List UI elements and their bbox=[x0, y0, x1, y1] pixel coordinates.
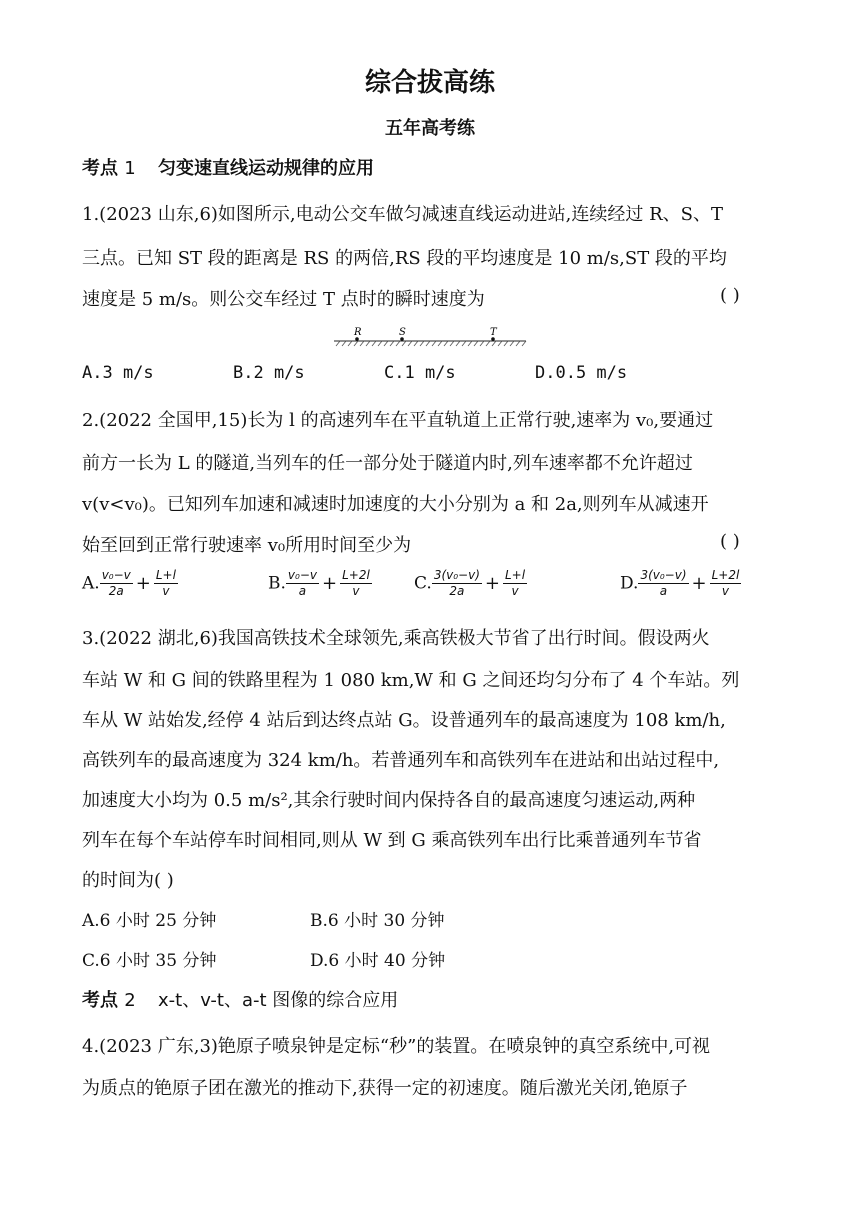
q2-line-4: 始至回到正常行驶速率 v₀所用时间至少为 bbox=[82, 535, 412, 556]
q3-line-6: 列车在每个车站停车时间相同,则从 W 到 G 乘高铁列车出行比乘普通列车节省 bbox=[82, 830, 702, 851]
option-label: D. bbox=[620, 573, 639, 594]
q1-road-figure bbox=[330, 324, 530, 348]
fraction bbox=[100, 568, 133, 599]
numerator: L+l bbox=[155, 568, 176, 582]
section-heading-2 bbox=[82, 986, 398, 1012]
section-label: 考点 bbox=[82, 990, 118, 1011]
numerator: L+2l bbox=[711, 568, 740, 582]
q3-line-7: 的时间为( ) bbox=[82, 870, 174, 891]
q2-option-a[interactable] bbox=[82, 568, 178, 599]
denominator: 2a bbox=[108, 584, 124, 598]
q2-line-2: 前方一长为 L 的隧道,当列车的任一部分处于隧道内时,列车速率都不允许超过 bbox=[82, 453, 693, 474]
page-title: 综合拔高练 bbox=[364, 68, 495, 98]
q1-option-a[interactable]: A.3 m/s bbox=[82, 363, 154, 383]
fraction bbox=[340, 568, 372, 599]
fraction bbox=[503, 568, 527, 599]
numerator: L+l bbox=[504, 568, 526, 582]
point-s-label: S bbox=[399, 327, 406, 338]
q4-line-1: 4.(2023 广东,3)铯原子喷泉钟是定标“秒”的装置。在喷泉钟的真空系统中,可视 bbox=[82, 1036, 711, 1057]
q3-line-4: 高铁列车的最高速度为 324 km/h。若普通列车和高铁列车在进站和出站过程中, bbox=[82, 750, 720, 771]
plus-sign: + bbox=[321, 573, 338, 594]
q2-answer-blank: ( ) bbox=[720, 531, 740, 552]
q3-line-2: 车站 W 和 G 间的铁路里程为 1 080 km,W 和 G 之间还均匀分布了 4 个车站。列 bbox=[82, 670, 740, 691]
denominator: a bbox=[659, 584, 668, 598]
numerator: L+2l bbox=[342, 568, 370, 582]
denominator: v bbox=[511, 584, 519, 598]
fraction bbox=[638, 568, 688, 599]
q3-option-d[interactable]: D.6 小时 40 分钟 bbox=[310, 951, 446, 971]
q1-option-c[interactable]: C.1 m/s bbox=[384, 363, 456, 383]
q2-option-b[interactable] bbox=[268, 568, 372, 599]
option-label: C. bbox=[414, 573, 432, 594]
q1-option-d[interactable]: D.0.5 m/s bbox=[535, 363, 628, 383]
fraction bbox=[432, 568, 482, 599]
fraction bbox=[286, 568, 319, 599]
q1-line-3: 速度是 5 m/s。则公交车经过 T 点时的瞬时速度为 bbox=[82, 289, 485, 310]
q3-option-c[interactable]: C.6 小时 35 分钟 bbox=[82, 951, 217, 971]
q1-option-b[interactable]: B.2 m/s bbox=[233, 363, 305, 383]
q1-line-2: 三点。已知 ST 段的距离是 RS 的两倍,RS 段的平均速度是 10 m/s,ST 段的平均 bbox=[82, 248, 727, 269]
numerator: v₀−v bbox=[287, 568, 317, 582]
point-r-label: R bbox=[354, 327, 362, 338]
section-title: x-t、v-t、a-t 图像的综合应用 bbox=[158, 990, 399, 1011]
option-label: B. bbox=[268, 573, 286, 594]
page-subtitle: 五年高考练 bbox=[385, 118, 475, 139]
denominator: v bbox=[352, 584, 360, 598]
section-label: 考点 bbox=[82, 158, 118, 179]
q1-line-1: 1.(2023 山东,6)如图所示,电动公交车做匀减速直线运动进站,连续经过 R、S、T bbox=[82, 204, 723, 225]
plus-sign: + bbox=[691, 573, 707, 594]
q2-option-c[interactable] bbox=[414, 568, 527, 599]
denominator: v bbox=[721, 584, 730, 598]
section-heading-1 bbox=[82, 154, 374, 180]
numerator: 3(v₀−v) bbox=[433, 568, 480, 582]
plus-sign: + bbox=[135, 573, 151, 594]
option-label: A. bbox=[82, 573, 100, 594]
section-title: 匀变速直线运动规律的应用 bbox=[158, 158, 375, 179]
numerator: 3(v₀−v) bbox=[640, 568, 687, 582]
section-number: 1 bbox=[124, 158, 136, 179]
fraction bbox=[154, 568, 178, 599]
q2-option-d[interactable] bbox=[620, 568, 741, 599]
numerator: v₀−v bbox=[101, 568, 131, 582]
plus-sign: + bbox=[484, 573, 500, 594]
q2-line-1: 2.(2022 全国甲,15)长为 l 的高速列车在平直轨道上正常行驶,速率为 v₀,要通过 bbox=[82, 410, 714, 431]
fraction bbox=[710, 568, 742, 599]
road-hatching bbox=[336, 341, 526, 346]
q3-line-1: 3.(2022 湖北,6)我国高铁技术全球领先,乘高铁极大节省了出行时间。假设两火 bbox=[82, 628, 710, 649]
q1-answer-blank: ( ) bbox=[720, 285, 740, 306]
q4-line-2: 为质点的铯原子团在激光的推动下,获得一定的初速度。随后激光关闭,铯原子 bbox=[82, 1078, 688, 1099]
point-t-label: T bbox=[490, 327, 497, 338]
q3-line-3: 车从 W 站始发,经停 4 站后到达终点站 G。设普通列车的最高速度为 108 km/h, bbox=[82, 710, 726, 731]
denominator: v bbox=[162, 584, 170, 598]
denominator: a bbox=[298, 584, 307, 598]
q2-line-3: v(v<v₀)。已知列车加速和减速时加速度的大小分别为 a 和 2a,则列车从减速开 bbox=[82, 494, 709, 515]
denominator: 2a bbox=[449, 584, 465, 598]
section-number: 2 bbox=[124, 990, 136, 1011]
q3-option-a[interactable]: A.6 小时 25 分钟 bbox=[82, 911, 217, 931]
q3-line-5: 加速度大小均为 0.5 m/s²,其余行驶时间内保持各自的最高速度匀速运动,两种 bbox=[82, 790, 696, 811]
q3-option-b[interactable]: B.6 小时 30 分钟 bbox=[310, 911, 445, 931]
